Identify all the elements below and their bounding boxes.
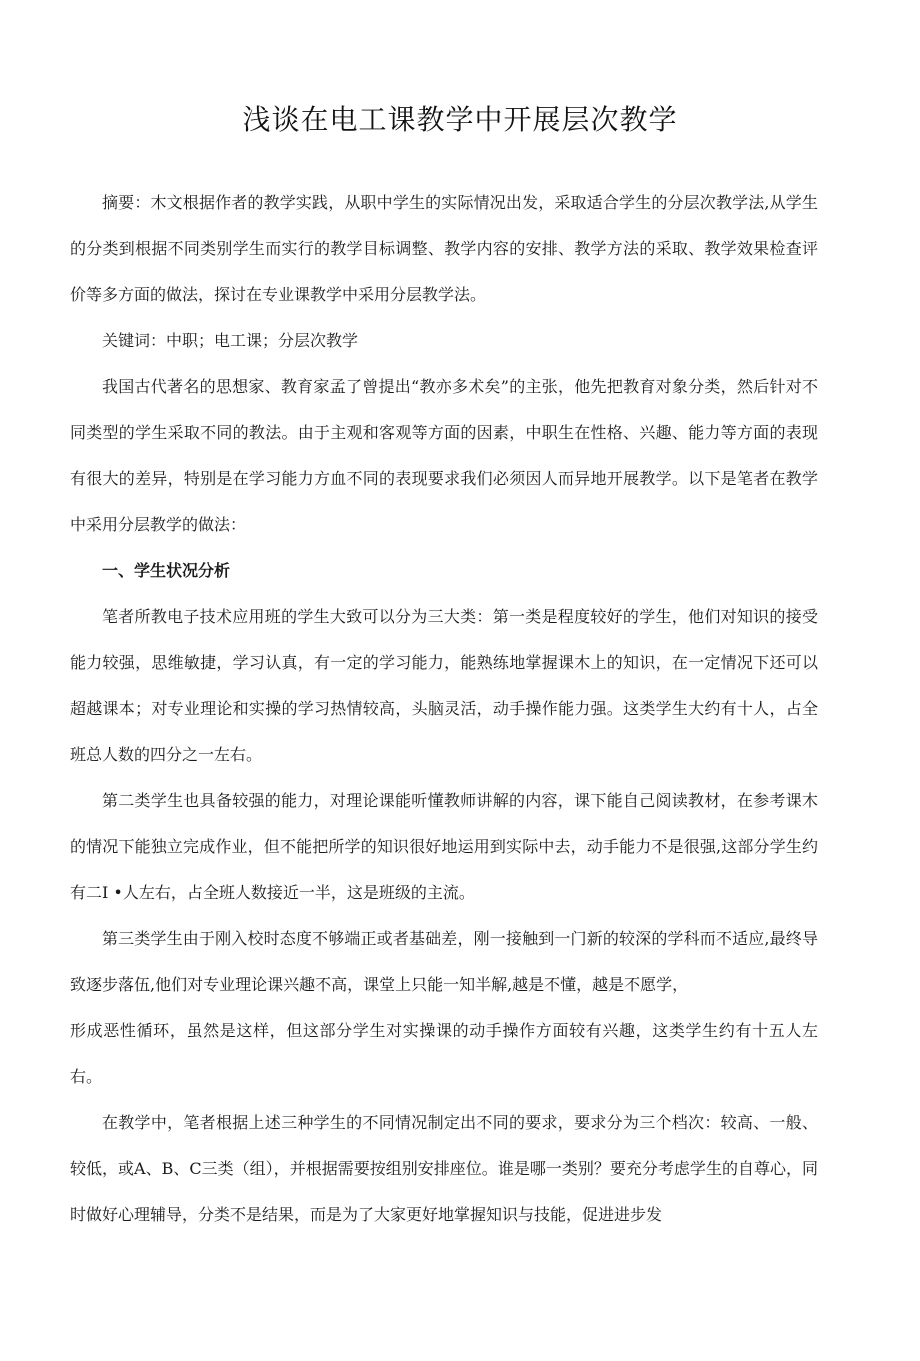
- document-title: 浅谈在电工课教学中开展层次教学: [242, 103, 678, 136]
- section-heading: 一、学生状况分析: [102, 561, 231, 580]
- body-paragraph: 第三类学生由于刚入校时态度不够端正或者基础差，刚一接触到一门新的较深的学科而不适应,最终导致逐步落伍,他们对专业理论课兴趣不高，课堂上只能一知半解,越是不懂，越是不愿学，: [70, 929, 818, 994]
- body-paragraph: 第二类学生也具备较强的能力，对理论课能听懂教师讲解的内容，课下能自己阅读教材，在参考课木的情况下能独立完成作业，但不能把所学的知识很好地运用到实际中去，动手能力不是很强,这部分学生约有二I •人左右，占全班人数接近一半，这是班级的主流。: [70, 791, 818, 902]
- body-paragraph: 在教学中，笔者根据上述三种学生的不同情况制定出不同的要求，要求分为三个档次：较高、一般、较低，或A、B、C三类（组），并根据需要按组别安排座位。谁是哪一类别？要充分考虑学生的自尊心，同时做好心理辅导，分类不是结果，而是为了大家更好地掌握知识与技能，促进进步发: [70, 1113, 818, 1224]
- abstract-paragraph: 摘要：木文根据作者的教学实践，从职中学生的实际情况出发，采取适合学生的分层次教学法,从学生的分类到根据不同类别学生而实行的教学目标调整、教学内容的安排、教学方法的采取、教学效果检查评价等多方面的做法，探讨在专业课教学中采用分层教学法。: [70, 193, 818, 304]
- body-paragraph: 笔者所教电子技术应用班的学生大致可以分为三大类：第一类是程度较好的学生，他们对知识的接受能力较强，思维敏捷，学习认真，有一定的学习能力，能熟练地掌握课木上的知识，在一定情况下还可以超越课本；对专业理论和实操的学习热情较高，头脑灵活，动手操作能力强。这类学生大约有十人，占全班总人数的四分之一左右。: [70, 607, 818, 764]
- intro-paragraph: 我国古代著名的思想家、教育家孟了曾提出“教亦多术矣”的主张，他先把教育对象分类，然后针对不同类型的学生采取不同的教法。由于主观和客观等方面的因素，中职生在性格、兴趣、能力等方面的表现有很大的差异，特别是在学习能力方血不同的表现要求我们必须因人而异地开展教学。以下是笔者在教学中采用分层教学的做法：: [70, 377, 818, 534]
- body-paragraph-continued: 形成恶性循环，虽然是这样，但这部分学生对实操课的动手操作方面较有兴趣，这类学生约有十五人左右。: [70, 1021, 818, 1086]
- document-body: [70, 180, 818, 1238]
- keywords-paragraph: 关键词：中职；电工课；分层次教学: [102, 331, 359, 350]
